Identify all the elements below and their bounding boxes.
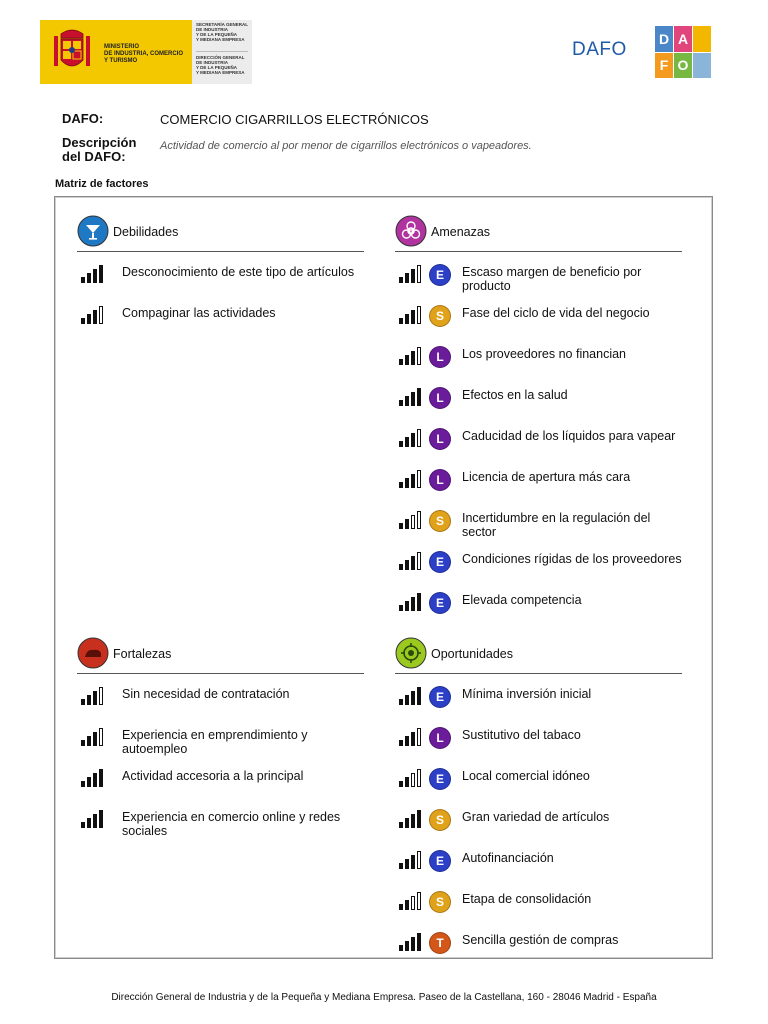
importance-bars-icon <box>399 687 423 705</box>
importance-bars-icon <box>399 810 423 828</box>
category-badge-e: E <box>429 850 451 872</box>
secretaria-text: SECRETARÍA GENERAL DE INDUSTRIA Y DE LA PEQUEÑA Y MEDIANA EMPRESA <box>196 22 248 52</box>
spain-coat-of-arms-icon <box>52 26 92 78</box>
factor-text: Efectos en la salud <box>462 388 568 402</box>
importance-bars-icon <box>399 593 423 611</box>
factor-item <box>395 300 682 341</box>
factor-item <box>77 804 364 845</box>
category-badge-s: S <box>429 891 451 913</box>
factor-item <box>395 845 682 886</box>
factor-item <box>395 722 682 763</box>
importance-bar <box>417 892 421 910</box>
importance-bar <box>405 777 409 787</box>
factor-text: Experiencia en comercio online y redes sociales <box>122 810 341 838</box>
importance-bar <box>417 933 421 951</box>
importance-bar <box>405 859 409 869</box>
importance-bar <box>417 265 421 283</box>
debilidades-header <box>77 215 364 249</box>
debilidades-divider <box>77 251 364 252</box>
importance-bars-icon <box>399 429 423 447</box>
factor-item <box>77 763 364 804</box>
importance-bar <box>399 863 403 869</box>
importance-bar <box>399 740 403 746</box>
description-value: Actividad de comercio al por menor de cigarrillos electrónicos o vapeadores. <box>160 140 532 152</box>
importance-bar <box>405 273 409 283</box>
fortalezas-section <box>77 637 364 838</box>
importance-bar <box>405 396 409 406</box>
factor-matrix <box>54 196 713 959</box>
importance-bar <box>417 429 421 447</box>
factor-text: Caducidad de los líquidos para vapear <box>462 429 676 443</box>
importance-bar <box>87 736 91 746</box>
importance-bar <box>405 355 409 365</box>
ministry-logo <box>40 20 252 84</box>
dafo-label: DAFO: <box>62 111 104 126</box>
importance-bar <box>87 695 91 705</box>
importance-bar <box>417 810 421 828</box>
importance-bar <box>81 699 85 705</box>
importance-bar <box>411 556 415 570</box>
importance-bar <box>405 560 409 570</box>
description-label: Descripción del DAFO: <box>62 135 137 164</box>
importance-bar <box>399 605 403 611</box>
importance-bar <box>411 896 415 910</box>
factor-item <box>395 763 682 804</box>
importance-bar <box>405 314 409 324</box>
importance-bar <box>417 769 421 787</box>
importance-bars-icon <box>399 851 423 869</box>
importance-bar <box>411 732 415 746</box>
oportunidades-section <box>395 637 682 950</box>
importance-bar <box>405 941 409 951</box>
dafo-value: COMERCIO CIGARRILLOS ELECTRÓNICOS <box>160 112 429 127</box>
importance-bar <box>399 441 403 447</box>
importance-bar <box>399 523 403 529</box>
importance-bars-icon <box>81 687 105 705</box>
importance-bar <box>417 306 421 324</box>
factor-text: Etapa de consolidación <box>462 892 592 906</box>
fortalezas-title: Fortalezas <box>113 647 172 661</box>
importance-bar <box>405 736 409 746</box>
direccion-text: DIRECCIÓN GENERAL DE INDUSTRIA Y DE LA PEQUEÑA Y MEDIANA EMPRESA <box>196 55 245 75</box>
debilidades-title: Debilidades <box>113 225 179 239</box>
importance-bar <box>81 740 85 746</box>
factor-text: Elevada competencia <box>462 593 582 607</box>
importance-bar <box>399 482 403 488</box>
importance-bars-icon <box>399 769 423 787</box>
importance-bar <box>81 318 85 324</box>
importance-bar <box>411 814 415 828</box>
importance-bar <box>87 818 91 828</box>
importance-bar <box>399 945 403 951</box>
factor-item <box>77 681 364 722</box>
factor-item <box>395 382 682 423</box>
category-badge-e: E <box>429 551 451 573</box>
dafo-logo-cell <box>693 26 711 52</box>
importance-bar <box>399 699 403 705</box>
factor-item <box>395 259 682 300</box>
oportunidades-divider <box>395 673 682 674</box>
importance-bar <box>417 511 421 529</box>
importance-bars-icon <box>399 306 423 324</box>
factor-text: Sustitutivo del tabaco <box>462 728 581 742</box>
importance-bar <box>411 773 415 787</box>
category-badge-e: E <box>429 768 451 790</box>
importance-bars-icon <box>399 728 423 746</box>
importance-bar <box>411 310 415 324</box>
importance-bar <box>417 728 421 746</box>
importance-bar <box>399 359 403 365</box>
amenazas-title: Amenazas <box>431 225 491 239</box>
category-badge-s: S <box>429 305 451 327</box>
importance-bar <box>399 564 403 570</box>
arm-strength-icon <box>77 637 109 669</box>
factor-text: Mínima inversión inicial <box>462 687 592 701</box>
importance-bar <box>99 769 103 787</box>
factor-text: Escaso margen de beneficio por producto <box>462 265 642 293</box>
dafo-logo-cell: D <box>655 26 673 52</box>
importance-bar <box>417 851 421 869</box>
importance-bars-icon <box>81 810 105 828</box>
importance-bar <box>87 314 91 324</box>
ministry-name: MINISTERIO DE INDUSTRIA, COMERCIO Y TURISMO <box>104 44 184 64</box>
dafo-logo-cell: O <box>674 53 692 79</box>
factor-item <box>77 300 364 341</box>
importance-bar <box>417 347 421 365</box>
importance-bar <box>411 855 415 869</box>
importance-bars-icon <box>399 892 423 910</box>
factor-text: Experiencia en emprendimiento y autoempleo <box>122 728 308 756</box>
importance-bar <box>417 388 421 406</box>
importance-bar <box>399 277 403 283</box>
importance-bar <box>87 273 91 283</box>
dafo-logo-cell <box>693 53 711 79</box>
importance-bar <box>93 310 97 324</box>
importance-bar <box>411 937 415 951</box>
category-badge-e: E <box>429 686 451 708</box>
importance-bars-icon <box>81 769 105 787</box>
category-badge-t: T <box>429 932 451 954</box>
factor-text: Autofinanciación <box>462 851 554 865</box>
importance-bar <box>417 593 421 611</box>
factor-item <box>395 886 682 927</box>
factor-item <box>395 341 682 382</box>
importance-bar <box>411 515 415 529</box>
debilidades-section <box>77 215 364 320</box>
oportunidades-title: Oportunidades <box>431 647 514 661</box>
factor-item <box>395 423 682 464</box>
importance-bars-icon <box>81 306 105 324</box>
factor-text: Desconocimiento de este tipo de artículos <box>122 265 355 279</box>
importance-bar <box>93 269 97 283</box>
footer-address: Dirección General de Industria y de la Pequeña y Mediana Empresa. Paseo de la Castellana, 160 - 28046 Madrid - España <box>111 992 657 1003</box>
importance-bar <box>411 269 415 283</box>
importance-bar <box>405 601 409 611</box>
importance-bar <box>93 773 97 787</box>
category-badge-e: E <box>429 592 451 614</box>
importance-bar <box>405 519 409 529</box>
importance-bar <box>99 728 103 746</box>
dafo-logo <box>655 26 711 78</box>
importance-bar <box>81 781 85 787</box>
factor-item <box>395 546 682 587</box>
factor-text: Local comercial idóneo <box>462 769 590 783</box>
amenazas-divider <box>395 251 682 252</box>
importance-bars-icon <box>81 265 105 283</box>
factor-item <box>395 681 682 722</box>
importance-bars-icon <box>399 470 423 488</box>
importance-bar <box>399 781 403 787</box>
factor-text: Condiciones rígidas de los proveedores <box>462 552 682 566</box>
factor-text: Sencilla gestión de compras <box>462 933 619 947</box>
target-icon <box>395 637 427 669</box>
importance-bar <box>399 400 403 406</box>
importance-bar <box>399 318 403 324</box>
matrix-title: Matriz de factores <box>55 178 149 190</box>
factor-text: Licencia de apertura más cara <box>462 470 631 484</box>
importance-bar <box>99 810 103 828</box>
importance-bar <box>81 822 85 828</box>
importance-bar <box>99 265 103 283</box>
factor-item <box>395 587 682 628</box>
category-badge-e: E <box>429 264 451 286</box>
importance-bar <box>93 814 97 828</box>
factor-item <box>395 804 682 845</box>
importance-bar <box>405 695 409 705</box>
importance-bar <box>411 474 415 488</box>
category-badge-l: L <box>429 469 451 491</box>
factor-text: Fase del ciclo de vida del negocio <box>462 306 650 320</box>
factor-text: Incertidumbre en la regulación del sector <box>462 511 651 539</box>
importance-bars-icon <box>399 511 423 529</box>
ministry-logo-yellow <box>40 20 192 84</box>
cocktail-glass-icon <box>77 215 109 247</box>
importance-bar <box>399 822 403 828</box>
importance-bars-icon <box>399 933 423 951</box>
dafo-logo-cell: A <box>674 26 692 52</box>
factor-item <box>395 505 682 546</box>
fortalezas-divider <box>77 673 364 674</box>
dafo-logo-cell: F <box>655 53 673 79</box>
factor-text: Gran variedad de artículos <box>462 810 610 824</box>
importance-bar <box>87 777 91 787</box>
importance-bar <box>411 691 415 705</box>
factor-text: Actividad accesoria a la principal <box>122 769 304 783</box>
category-badge-l: L <box>429 727 451 749</box>
factor-item <box>77 722 364 763</box>
factor-text: Compaginar las actividades <box>122 306 276 320</box>
importance-bar <box>405 478 409 488</box>
importance-bar <box>81 277 85 283</box>
category-badge-l: L <box>429 428 451 450</box>
oportunidades-header <box>395 637 682 671</box>
importance-bar <box>93 732 97 746</box>
importance-bar <box>417 552 421 570</box>
category-badge-l: L <box>429 387 451 409</box>
category-badge-s: S <box>429 510 451 532</box>
importance-bar <box>411 392 415 406</box>
importance-bar <box>399 904 403 910</box>
importance-bar <box>417 687 421 705</box>
factor-item <box>395 464 682 505</box>
importance-bar <box>405 818 409 828</box>
factor-item <box>77 259 364 300</box>
category-badge-l: L <box>429 346 451 368</box>
importance-bar <box>411 597 415 611</box>
factor-text: Los proveedores no financian <box>462 347 627 361</box>
importance-bar <box>411 351 415 365</box>
importance-bar <box>99 687 103 705</box>
importance-bars-icon <box>399 347 423 365</box>
importance-bars-icon <box>81 728 105 746</box>
importance-bars-icon <box>399 388 423 406</box>
importance-bar <box>411 433 415 447</box>
importance-bar <box>93 691 97 705</box>
importance-bar <box>417 470 421 488</box>
ministry-subunits <box>192 20 252 84</box>
factor-item <box>395 927 682 968</box>
biohazard-icon <box>395 215 427 247</box>
fortalezas-header <box>77 637 364 671</box>
importance-bar <box>405 437 409 447</box>
factor-text: Sin necesidad de contratación <box>122 687 290 701</box>
brand-title: DAFO <box>572 39 627 60</box>
category-badge-s: S <box>429 809 451 831</box>
importance-bars-icon <box>399 265 423 283</box>
importance-bar <box>99 306 103 324</box>
importance-bars-icon <box>399 552 423 570</box>
amenazas-header <box>395 215 682 249</box>
importance-bar <box>405 900 409 910</box>
amenazas-section <box>395 215 682 610</box>
